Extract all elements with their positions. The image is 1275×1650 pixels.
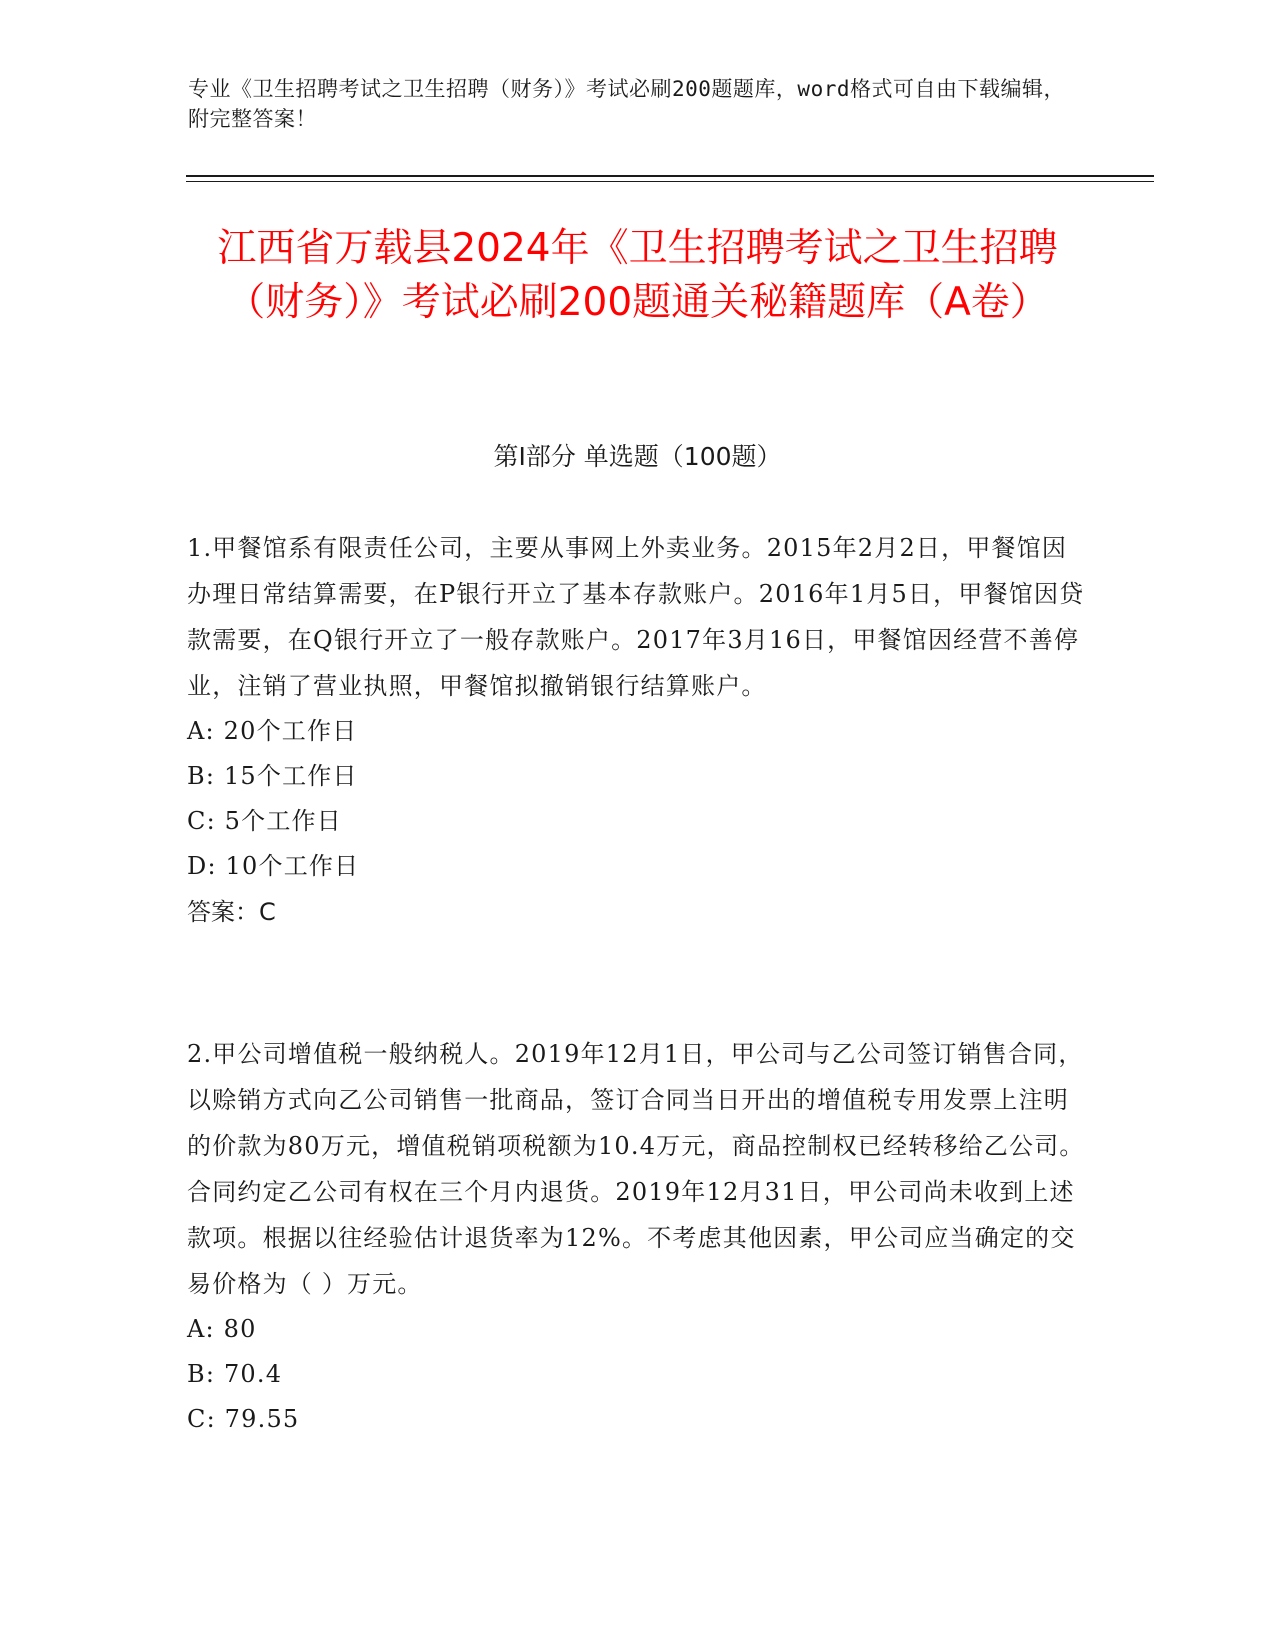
question-1-option-d: D: 10个工作日 [187, 852, 360, 880]
section-heading: 第Ⅰ部分 单选题（100题） [493, 442, 782, 471]
question-1-option-c: C: 5个工作日 [187, 807, 342, 835]
question-1-option-b: B: 15个工作日 [187, 762, 358, 790]
question-2-option-a: A: 80 [187, 1315, 257, 1343]
question-2-option-c: C: 79.55 [187, 1405, 300, 1433]
question-1-answer: 答案：C [187, 898, 276, 926]
header-rule-thin [186, 181, 1154, 182]
question-1-option-a: A: 20个工作日 [187, 717, 358, 745]
question-2 [187, 1031, 1087, 1442]
question-1 [187, 525, 1087, 935]
question-2-option-b: B: 70.4 [187, 1360, 283, 1388]
header-note: 专业《卫生招聘考试之卫生招聘（财务）》考试必刷200题题库，word格式可自由下载编辑，附完整答案！ [188, 77, 1065, 131]
header-rule-thick [186, 175, 1154, 177]
question-2-stem: 2.甲公司增值税一般纳税人。2019年12月1日，甲公司与乙公司签订销售合同，以赊销方式向乙公司销售一批商品，签订合同当日开出的增值税专用发票上注明的价款为80万元，增值税销项税额为10.4万元，商品控制权已经转移给乙公司。合同约定乙公司有权在三个月内退货。2019年12月31日，甲公司尚未收到上述款项。根据以往经验估计退货率为12%。不考虑其他因素，甲公司应当确定的交易价格为（ ）万元。 [187, 1040, 1085, 1298]
document-title: 江西省万载县2024年《卫生招聘考试之卫生招聘（财务）》考试必刷200题通关秘籍题库（A卷） [217, 226, 1058, 325]
question-1-stem: 1.甲餐馆系有限责任公司，主要从事网上外卖业务。2015年2月2日，甲餐馆因办理日常结算需要，在P银行开立了基本存款账户。2016年1月5日，甲餐馆因贷款需要，在Q银行开立了一般存款账户。2017年3月16日，甲餐馆因经营不善停业，注销了营业执照，甲餐馆拟撤销银行结算账户。 [187, 534, 1085, 700]
